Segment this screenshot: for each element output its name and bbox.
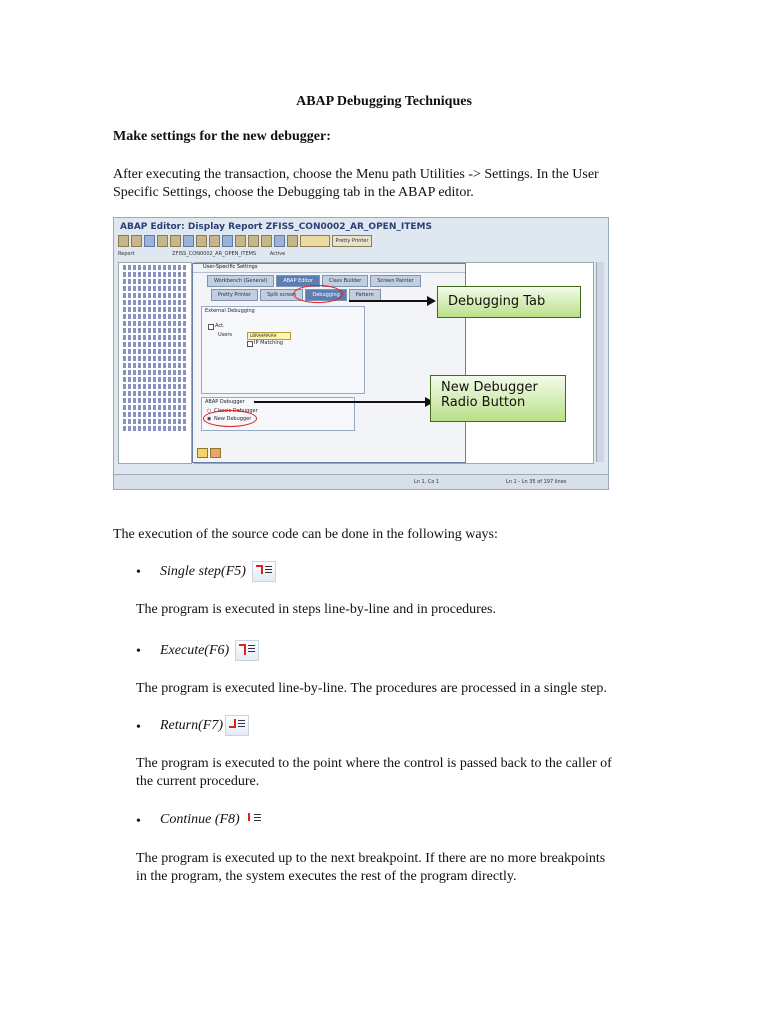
window-title: ABAP Editor: Display Report ZFISS_CON0002_AR_OPEN_ITEMS [120, 222, 432, 232]
callout-line: New Debugger [441, 380, 538, 395]
arrow-line [254, 401, 427, 403]
ip-matching-label: IP Matching [254, 340, 284, 346]
abap-debugger-label: ABAP Debugger [205, 399, 245, 405]
ip-matching-checkbox[interactable] [247, 341, 253, 347]
confirm-icon[interactable] [197, 448, 208, 458]
toolbar-icon[interactable] [235, 235, 246, 247]
users-label: Users [218, 332, 233, 338]
tab-abap-editor[interactable]: ABAP Editor [276, 275, 320, 287]
act-label: Act. [215, 323, 225, 329]
line-count: Ln 1 - Ln 35 of 197 lines [506, 479, 567, 485]
subtab-debugging[interactable]: Debugging [305, 289, 346, 301]
toolbar-icon[interactable] [118, 235, 129, 247]
toolbar-icon[interactable] [209, 235, 220, 247]
bullet: • [136, 720, 141, 735]
tab-screen-painter[interactable]: Screen Painter [370, 275, 420, 287]
new-debugger-radio[interactable]: ◉ [207, 416, 212, 422]
toolbar-icon[interactable] [170, 235, 181, 247]
document-title: ABAP Debugging Techniques [296, 94, 472, 109]
list-item-continue [160, 810, 264, 829]
toolbar-icon[interactable] [144, 235, 155, 247]
toolbar-icon[interactable] [287, 235, 298, 247]
editor-scrollbar[interactable] [596, 262, 604, 462]
toolbar-icon[interactable] [157, 235, 168, 247]
bullet: • [136, 565, 141, 580]
report-value: ZFISS_CON0002_AR_OPEN_ITEMS [172, 251, 257, 257]
toolbar [118, 235, 598, 247]
tab-class-builder[interactable]: Class Builder [322, 275, 368, 287]
report-row [118, 251, 285, 257]
intro-line: After executing the transaction, choose the Menu path Utilities -> Settings. In the User [113, 167, 599, 182]
item-label: Execute(F6) [160, 642, 230, 658]
new-debugger-highlight [203, 410, 257, 427]
toolbar-icon[interactable] [131, 235, 142, 247]
execute-icon [235, 640, 259, 661]
external-debugging-group [201, 306, 365, 394]
abap-editor-screenshot [113, 217, 609, 490]
bullet: • [136, 644, 141, 659]
new-debugger-label: New Debugger [214, 416, 252, 422]
arrowhead [427, 296, 436, 306]
single-step-icon [252, 561, 276, 582]
section-heading: Make settings for the new debugger: [113, 129, 331, 144]
toolbar-icon[interactable] [183, 235, 194, 247]
toolbar-icon[interactable] [274, 235, 285, 247]
classic-debugger-radio[interactable]: ○ [207, 408, 212, 414]
classic-debugger-label: Classic Debugger [214, 408, 258, 414]
item-description: The program is executed line-by-line. The procedures are processed in a single step. [136, 681, 607, 696]
subtab-split-screen[interactable]: Split screen [260, 289, 303, 301]
tab-workbench[interactable]: Workbench (General) [207, 275, 274, 287]
list-item-single-step [160, 561, 276, 582]
pretty-printer-button[interactable]: Pretty Printer [332, 235, 372, 247]
toolbar-icon[interactable] [248, 235, 259, 247]
item-description: The program is executed up to the next breakpoint. If there are no more breakpoints in the program, the system executes the rest of the program directly. [136, 851, 606, 884]
dialog-title: User-Specific Settings [193, 264, 465, 273]
report-status: Active [269, 251, 286, 257]
toolbar-icon[interactable] [222, 235, 233, 247]
list-item-return [160, 715, 249, 736]
users-field[interactable]: LBRAHMAIAH [247, 332, 291, 340]
item-description: The program is executed to the point where the control is passed back to the caller of the current procedure. [136, 756, 612, 789]
continue-icon [242, 810, 264, 829]
item-label: Return(F7) [160, 717, 223, 733]
external-debugging-label: External Debugging [205, 308, 255, 314]
intro-line: Specific Settings, choose the Debugging tab in the ABAP editor. [113, 185, 474, 200]
toolbar-icon[interactable] [261, 235, 272, 247]
arrow-line [349, 300, 429, 302]
toolbar-icon[interactable] [196, 235, 207, 247]
debugging-tab-callout: Debugging Tab [437, 286, 581, 318]
report-label: Report [118, 251, 135, 257]
item-label: Single step(F5) [160, 563, 246, 579]
dialog-buttons [197, 448, 221, 458]
user-specific-settings-dialog [192, 263, 466, 463]
subtab-pretty-printer[interactable]: Pretty Printer [211, 289, 258, 301]
code-editor[interactable] [118, 262, 192, 464]
callout-line: Radio Button [441, 395, 526, 410]
list-item-execute [160, 640, 259, 661]
subtab-pattern[interactable]: Pattern [349, 289, 381, 301]
toolbar-button[interactable] [300, 235, 330, 247]
act-checkbox[interactable] [208, 324, 214, 330]
return-icon [225, 715, 249, 736]
debugging-tab-highlight [293, 285, 343, 303]
cursor-position: Ln 1, Co 1 [414, 479, 440, 485]
new-debugger-callout [430, 375, 566, 422]
status-bar [114, 474, 608, 489]
execution-intro: The execution of the source code can be done in the following ways: [113, 527, 498, 542]
item-description: The program is executed in steps line-by-line and in procedures. [136, 602, 496, 617]
intro-paragraph [113, 166, 643, 202]
cancel-icon[interactable] [210, 448, 221, 458]
bullet: • [136, 814, 141, 829]
item-label: Continue (F8) [160, 811, 240, 827]
